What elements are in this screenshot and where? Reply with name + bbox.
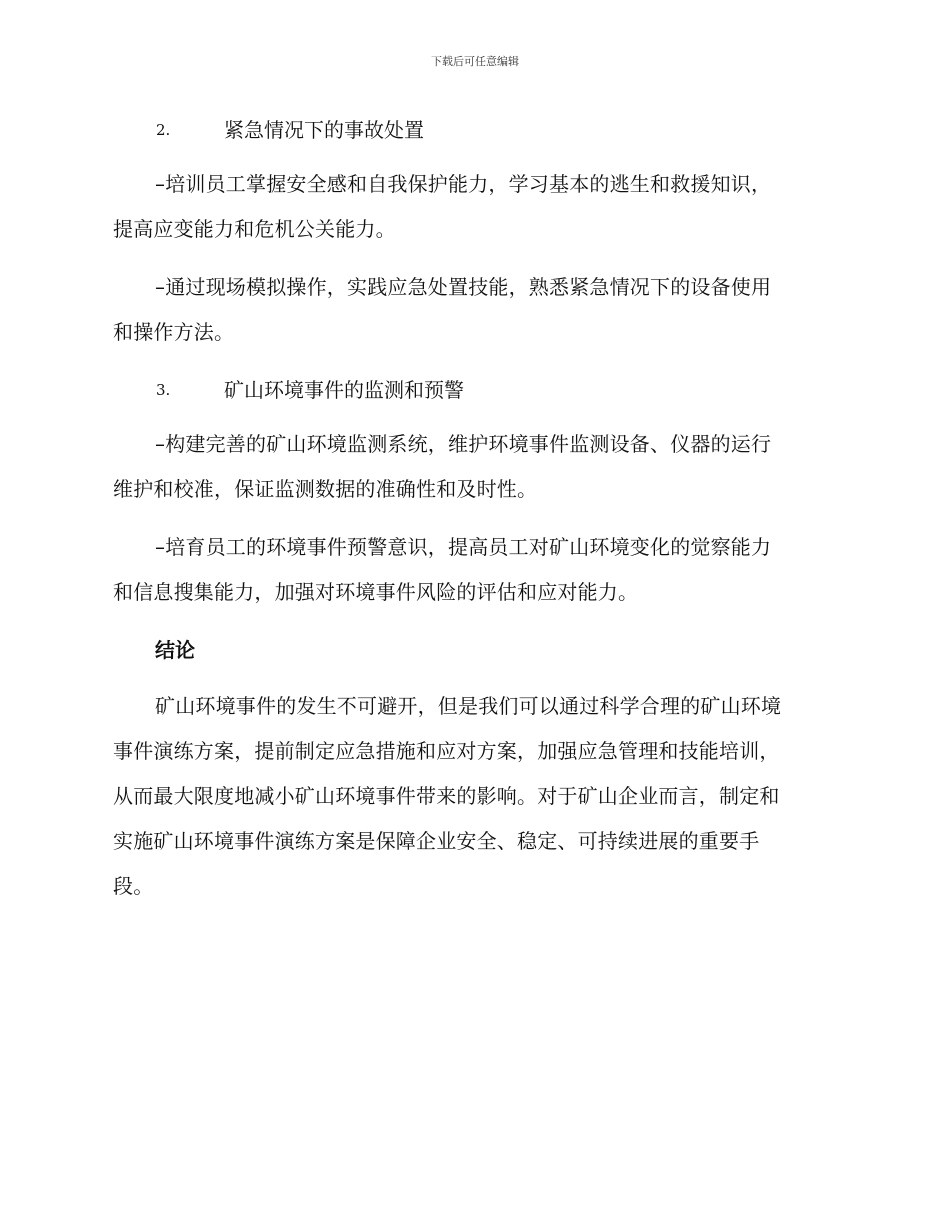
conclusion-heading: 结论 xyxy=(155,638,195,662)
paragraph: –构建完善的矿山环境监测系统，维护环境事件监测设备、仪器的运行 维护和校准，保证监测数据的准确性和及时性。 xyxy=(113,432,772,501)
paragraph: –培训员工掌握安全感和自我保护能力，学习基本的逃生和救援知识， 提高应变能力和危机公关能力。 xyxy=(113,172,772,241)
paragraph: –培育员工的环境事件预警意识，提高员工对矿山环境变化的觉察能力 和信息搜集能力，加强对环境事件风险的评估和应对能力。 xyxy=(113,535,772,604)
document-body xyxy=(113,108,833,922)
section-heading-3 xyxy=(113,368,833,412)
paragraph: –通过现场模拟操作，实践应急处置技能，熟悉紧急情况下的设备使用 和操作方法。 xyxy=(113,275,772,344)
section-title: 矿山环境事件的监测和预警 xyxy=(224,378,464,402)
section-number: 3. xyxy=(156,381,171,399)
page-header: 下载后可任意编辑 xyxy=(431,55,519,68)
section-number: 2. xyxy=(156,121,171,139)
section-heading-2 xyxy=(113,108,833,152)
conclusion-paragraph: 矿山环境事件的发生不可避开，但是我们可以通过科学合理的矿山环境 事件演练方案，提前制定应急措施和应对方案，加强应急管理和技能培训， 从而最大限度地减小矿山环境事件带来的影响。对于矿山企业而言，制定和 实施矿山环境事件演练方案是保障企业安全、稳定、可持续进展的重要手 段。 xyxy=(113,694,782,898)
section-title: 紧急情况下的事故处置 xyxy=(224,118,424,142)
